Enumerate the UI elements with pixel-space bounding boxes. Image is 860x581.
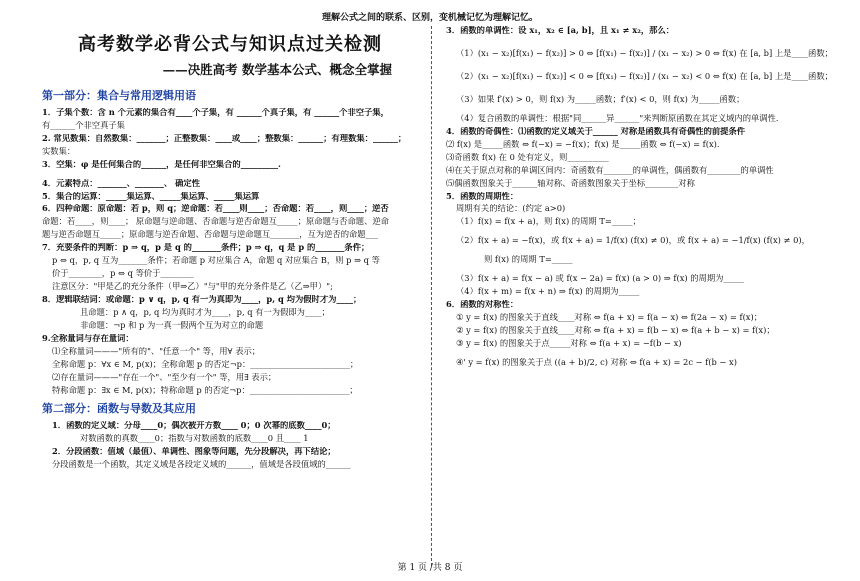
text-line: 周期有关的结论：(约定 a>0) (456, 204, 566, 214)
text-line: 则 f(x) 的周期 T=_____ (484, 255, 573, 265)
text-line: 1．函数的定义域：分母____0；偶次被开方数____ 0；0 次幂的底数____0； (52, 420, 336, 430)
text-line: 3．空集：φ 是任何集合的______，是任何非空集合的_________. (42, 159, 281, 169)
top-note: 理解公式之间的联系、区别，变机械记忆为理解记忆。 (321, 13, 538, 23)
text-line: 实数集： (42, 146, 76, 156)
text-line: 3．函数的单调性：设 x₁，x₂ ∈ [a, b]，且 x₁ ≠ x₂，那么： (446, 26, 675, 35)
text-line: 注意区分："甲是乙的充分条件（甲⇒乙）"与"甲的充分条件是乙（乙⇒甲）"; (52, 282, 333, 292)
text-line: 题与逆否命题互_____；原命题与逆否命题、否命题与逆命题互_______，互为逆否的命题___ (42, 230, 379, 240)
text-line: （3）f(x + a) = f(x − a) 或 f(x − 2a) = f(x) (a > 0) ⇒ f(x) 的周期为_____ (456, 274, 745, 284)
text-line: 4．元素特点：_______、_______、 确定性 (42, 178, 201, 188)
text-line: ⑸偶函数图象关于______轴对称、奇函数图象关于坐标________对称 (446, 178, 695, 188)
text-line: ② y = f(x) 的图象关于直线____对称 ⇔ f(a + x) = f(b − x) ⇔ f(a + b − x) = f(x)； (456, 326, 775, 336)
text-line: 8．逻辑联结词：或命题：p ∨ q，p, q 有一为真即为____，p, q 均为假时才为____； (42, 295, 362, 305)
text-line: 2. 常见数集：自然数集：_______；正整数集：____或____；整数集：______；有理数集：______； (42, 133, 407, 143)
text-line: ④' y = f(x) 的图象关于点 ((a + b)/2, c) 对称 ⇔ f(a + x) = 2c − f(b − x) (456, 358, 737, 368)
text-line: （4）f(x + m) = f(x + n) ⇒ f(x) 的周期为_____ (456, 287, 640, 297)
right-column (446, 26, 836, 371)
text-line: 5．集合的运算：_____集运算、_____集运算、_____集运算 (42, 191, 260, 201)
text-line: ③ y = f(x) 的图象关于点_____对称 ⇔ f(a + x) = −f(b − x) (456, 339, 682, 349)
text-line: 7．充要条件的判断：p ⇒ q，p 是 q 的_______条件；p ⇒ q，q 是 p 的_______条件； (42, 243, 370, 253)
text-line: 2．分段函数：值域（最值）、单调性、图象等问题，先分段解决，再下结论； (52, 446, 336, 456)
text-line: （2）f(x + a) = −f(x)，或 f(x + a) = 1/f(x) (f(x) ≠ 0)，或 f(x + a) = −1/f(x) (f(x) ≠ 0)， (456, 236, 810, 246)
text-line: ① y = f(x) 的图象关于直线____对称 ⇔ f(a + x) = f(a − x) ⇔ f(2a − x) = f(x)； (456, 313, 763, 323)
left-column (42, 26, 418, 473)
text-line: （3）如果 f′(x) > 0，则 f(x) 为_____函数；f′(x) < 0，则 f(x) 为_____函数； (456, 94, 745, 104)
text-line: ⑵存在量词———"存在一个"、"至少有一个" 等，用∃ 表示； (52, 372, 277, 382)
text-line: 对数函数的真数____0；指数与对数函数的底数____0 且____ 1 (80, 433, 309, 443)
text-line: 价于________，p ⇔ q 等价于________ (52, 269, 194, 279)
text-line: （4）复合函数的单调性：根据"同______异______"来判断原函数在其定义域内的单调性. (456, 113, 779, 123)
text-line: 全称命题 p：∀x ∈ M, p(x)；全称命题 p 的否定¬p：________________________； (52, 359, 359, 369)
text-line: 命题：若____，则____； 原命题与逆命题、否命题与逆否命题互_____；原命题与否命题、逆命 (42, 217, 389, 227)
page-number: 第 1 页 /共 8 页 (397, 563, 463, 573)
text-line: 有______个非空真子集 (42, 120, 125, 130)
text-line: ⑷在关于原点对称的单调区间内：奇函数有_______的单调性，偶函数有________的单调性 (446, 165, 774, 175)
text-line: p ⇔ q，p, q 互为_______条件；若命题 p 对应集合 A，命题 q 对应集合 B，则 p ⇒ q 等 (52, 256, 380, 266)
text-line: 分段函数是一个函数，其定义域是各段定义域的______，值域是各段值域的______ (52, 459, 351, 469)
section-heading-part1: 第一部分：集合与常用逻辑用语 (42, 88, 196, 102)
text-line: 5．函数的周期性： (446, 191, 519, 201)
text-line: （1）(x₁ − x₂)[f(x₁) − f(x₂)] > 0 ⇔ [f(x₁) − f(x₂)] / (x₁ − x₂) > 0 ⇔ f(x) 在 [a, b] 上是____函数； (456, 48, 833, 58)
text-line: 且命题：p ∧ q，p, q 均为真时才为____，p, q 有一为假即为____； (80, 308, 330, 318)
text-line: ⑴全称量词———"所有的"、"任意一个" 等，用∀ 表示； (52, 346, 261, 356)
text-line: 9.全称量词与存在量词： (42, 333, 134, 343)
text-line: 1．子集个数：含 n 个元素的集合有____个子集，有 ______个真子集，有 ______个非空子集， (42, 107, 389, 117)
text-line: 特称命题 p：∃x ∈ M, p(x)；特称命题 p 的否定¬p：________________________； (52, 385, 358, 395)
text-line: ⑵ f(x) 是_____函数 ⇔ f(−x) = −f(x)；f(x) 是_____函数 ⇔ f(−x) = f(x). (446, 139, 720, 149)
text-line: 6．函数的对称性： (446, 300, 519, 310)
text-line: ⑶奇函数 f(x) 在 0 处有定义，则__________ (446, 152, 609, 162)
page-subtitle: ——决胜高考 数学基本公式、概念全掌握 (162, 61, 392, 77)
text-line: 非命题：¬p 和 p 为一真一假两个互为对立的命题 (80, 321, 264, 331)
text-line: 4．函数的奇偶性：⑴函数的定义域关于______ 对称是函数具有奇偶性的前提条件 (446, 126, 746, 136)
section-heading-part2: 第二部分：函数与导数及其应用 (42, 401, 196, 415)
text-line: 6．四种命题：原命题：若 p，则 q；逆命题：若____则____；否命题：若____，则____；逆否 (42, 204, 389, 214)
page-title: 高考数学必背公式与知识点过关检测 (78, 34, 382, 55)
column-divider (431, 26, 432, 566)
text-line: （1）f(x) = f(x + a)，则 f(x) 的周期 T=_____； (456, 217, 641, 227)
text-line: （2）(x₁ − x₂)[f(x₁) − f(x₂)] < 0 ⇔ [f(x₁) − f(x₂)] / (x₁ − x₂) < 0 ⇔ f(x) 在 [a, b] 上是____函数； (456, 71, 833, 81)
